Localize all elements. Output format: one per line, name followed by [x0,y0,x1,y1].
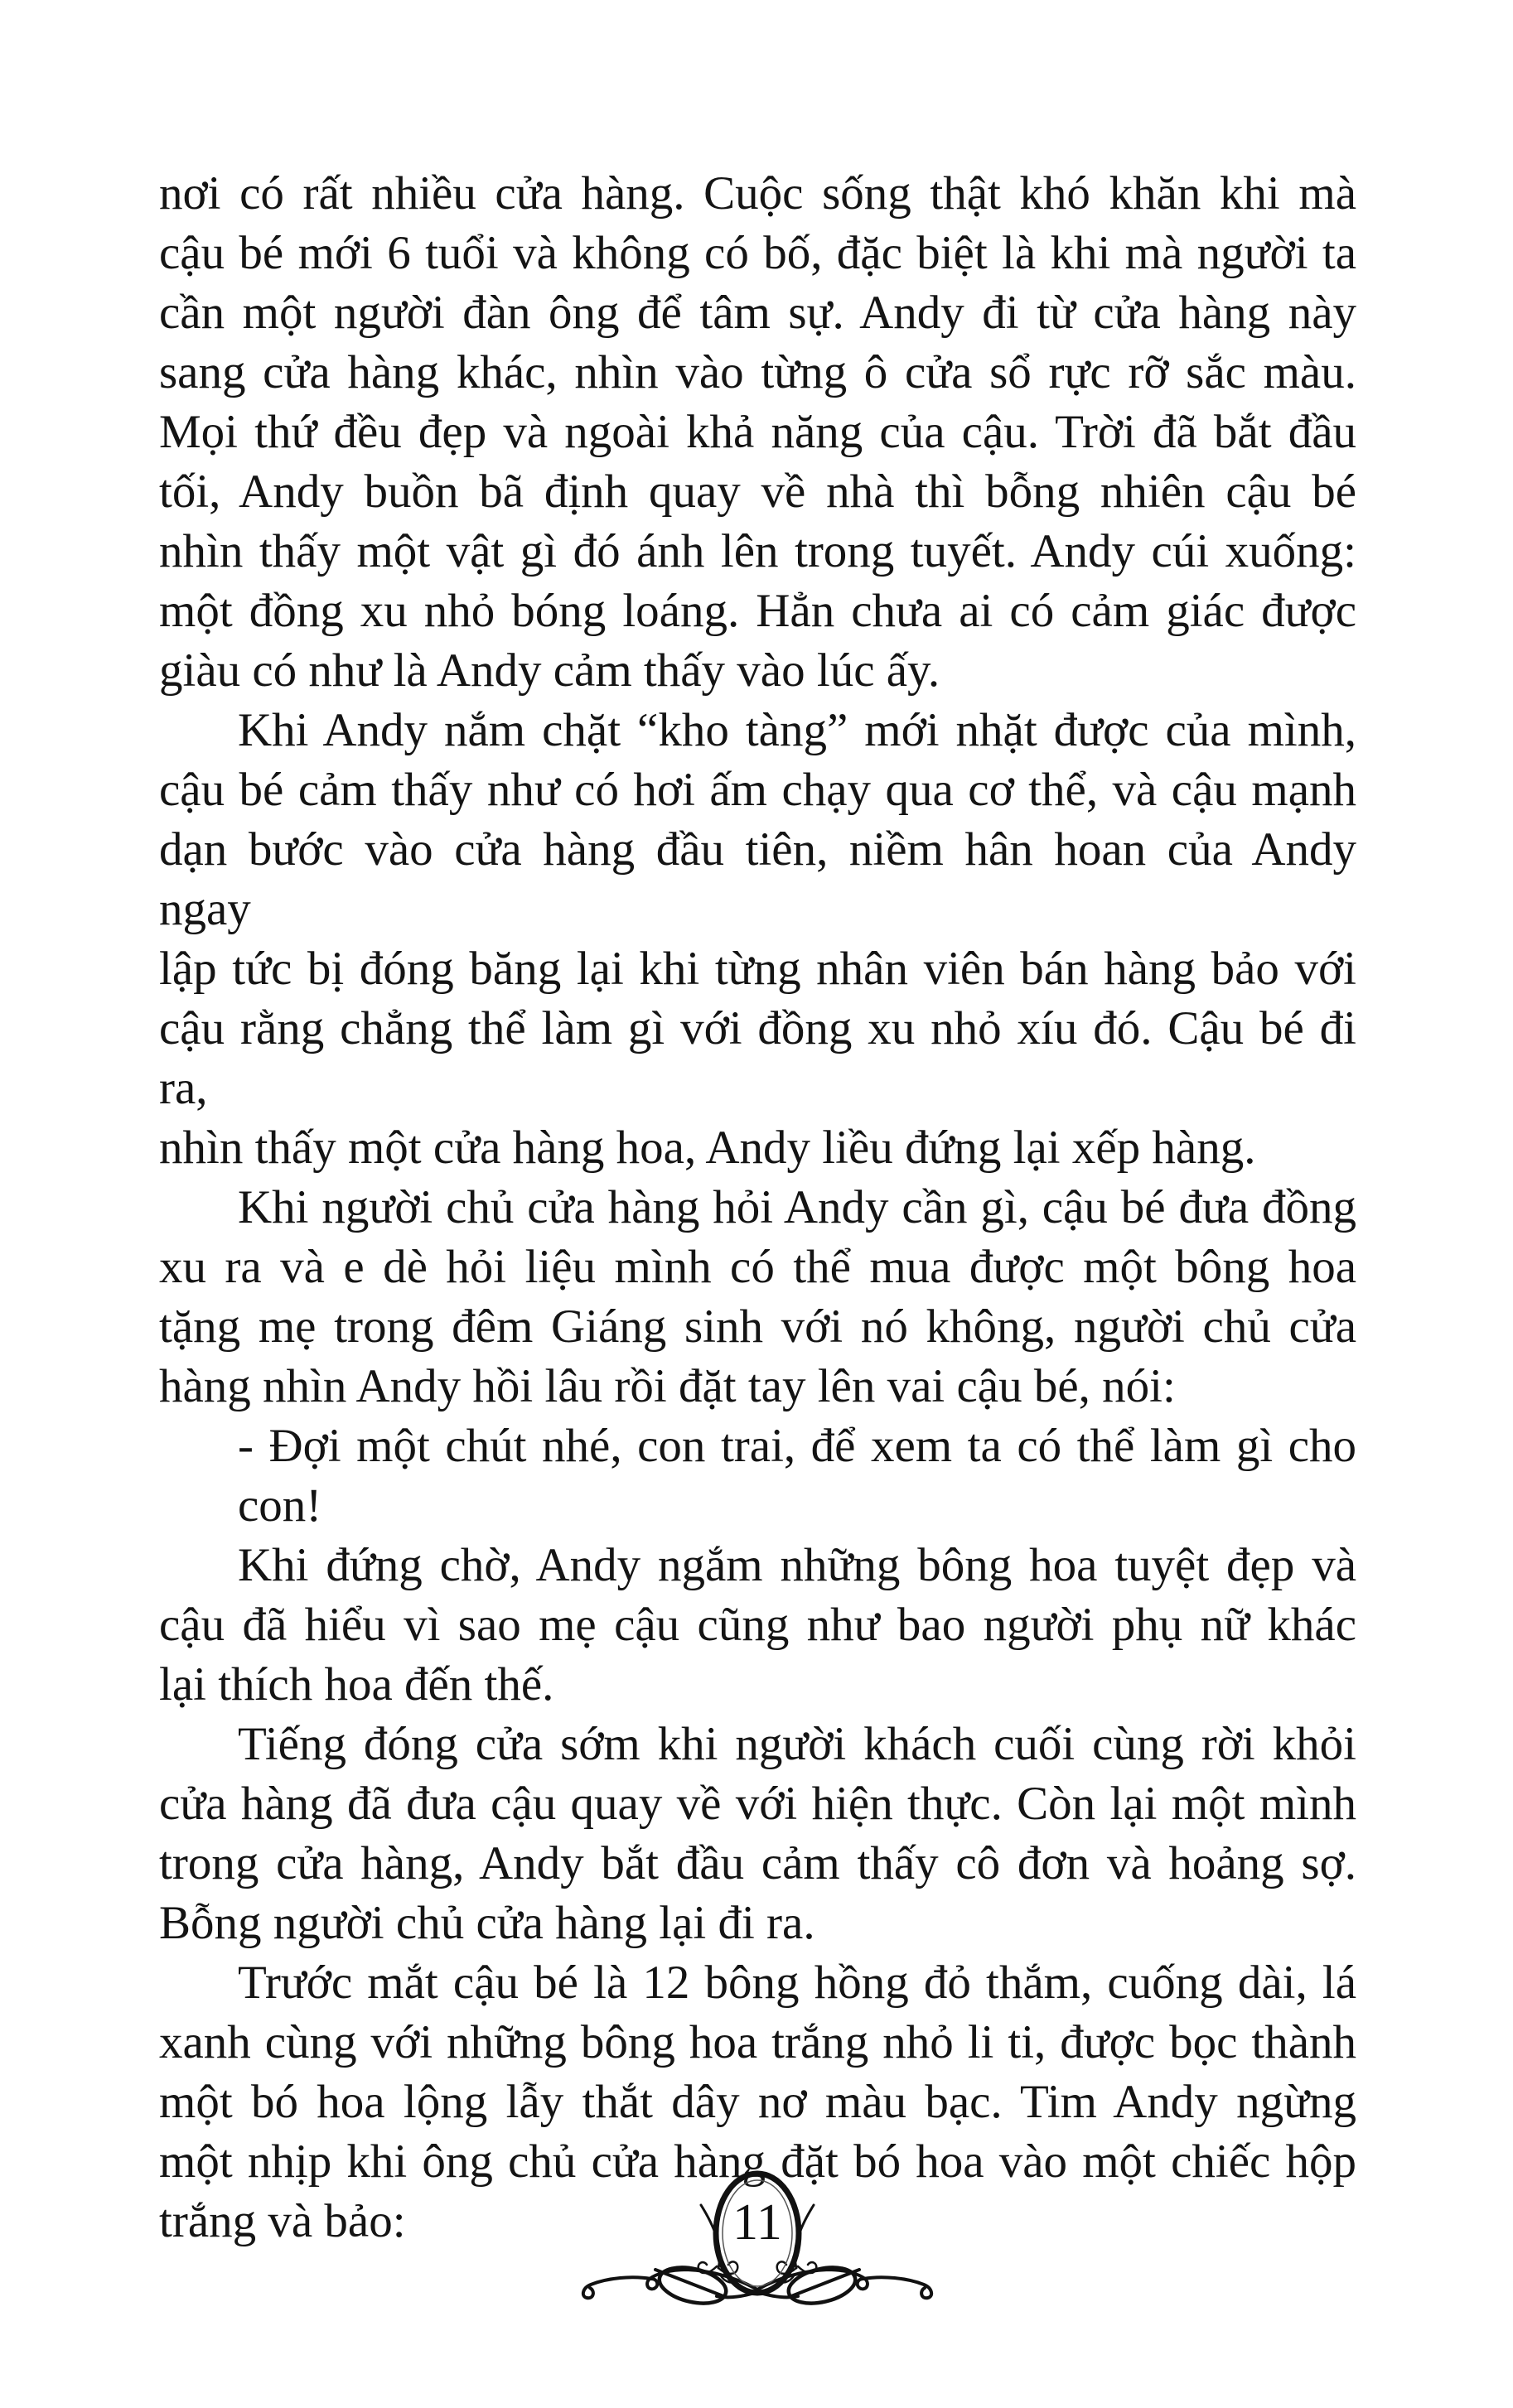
text-line: trong cửa hàng, Andy bắt đầu cảm thấy cô đơn và hoảng sợ. [159,1837,1356,1889]
text-line: hàng nhìn Andy hồi lâu rồi đặt tay lên vai cậu bé, nói: [159,1360,1176,1412]
text-line: xanh cùng với những bông hoa trắng nhỏ li ti, được bọc thành [159,2016,1356,2068]
text-line: một bó hoa lộng lẫy thắt dây nơ màu bạc. Tim Andy ngừng [159,2076,1356,2128]
text-line: cậu bé cảm thấy như có hơi ấm chạy qua cơ thể, và cậu mạnh [159,764,1356,816]
text-line: sang cửa hàng khác, nhìn vào từng ô cửa sổ rực rỡ sắc màu. [159,346,1356,398]
text-line: Khi Andy nắm chặt “kho tàng” mới nhặt được của mình, [238,704,1356,756]
text-line: lại thích hoa đến thế. [159,1658,554,1711]
text-line: nhìn thấy một cửa hàng hoa, Andy liều đứng lại xếp hàng. [159,1122,1256,1174]
text-line: một nhịp khi ông chủ cửa hàng đặt bó hoa vào một chiếc hộp [159,2135,1356,2188]
text-line: Trước mắt cậu bé là 12 bông hồng đỏ thắm, cuống dài, lá [238,1957,1356,2009]
text-line: lập tức bị đóng băng lại khi từng nhân viên bán hàng bảo với [159,943,1356,995]
text-line: xu ra và e dè hỏi liệu mình có thể mua được một bông hoa [159,1241,1356,1293]
text-line: tặng mẹ trong đêm Giáng sinh với nó không, người chủ cửa [159,1301,1356,1353]
text-line: cậu bé mới 6 tuổi và không có bố, đặc biệt là khi mà người ta [159,227,1356,279]
text-line: một đồng xu nhỏ bóng loáng. Hẳn chưa ai có cảm giác được [159,585,1356,637]
body-text [159,164,1356,2251]
text-line: nhìn thấy một vật gì đó ánh lên trong tuyết. Andy cúi xuống: [159,525,1356,577]
text-line: cửa hàng đã đưa cậu quay về với hiện thực. Còn lại một mình [159,1778,1356,1830]
text-line: cần một người đàn ông để tâm sự. Andy đi từ cửa hàng này [159,287,1356,339]
text-line: cậu rằng chẳng thể làm gì với đồng xu nhỏ xíu đó. Cậu bé đi ra, [159,1002,1356,1114]
text-line: giàu có như là Andy cảm thấy vào lúc ấy. [159,644,940,697]
text-line: cậu đã hiểu vì sao mẹ cậu cũng như bao người phụ nữ khác [159,1599,1356,1651]
text-line: nơi có rất nhiều cửa hàng. Cuộc sống thật khó khăn khi mà [159,167,1356,220]
text-line: tối, Andy buồn bã định quay về nhà thì bỗng nhiên cậu bé [159,466,1356,518]
text-line: Mọi thứ đều đẹp và ngoài khả năng của cậu. Trời đã bắt đầu [159,406,1356,458]
text-line: Bỗng người chủ cửa hàng lại đi ra. [159,1897,815,1949]
page-footer-ornament [574,2154,940,2328]
text-line: dạn bước vào cửa hàng đầu tiên, niềm hân hoan của Andy ngay [159,823,1356,935]
text-line: trắng và bảo: [159,2195,406,2247]
page-number: 11 [732,2194,782,2251]
text-line: Khi đứng chờ, Andy ngắm những bông hoa tuyệt đẹp và [238,1539,1356,1591]
text-line: Khi người chủ cửa hàng hỏi Andy cần gì, cậu bé đưa đồng [238,1181,1356,1233]
text-line: - Đợi một chút nhé, con trai, để xem ta có thể làm gì cho con! [238,1420,1356,1532]
text-line: Tiếng đóng cửa sớm khi người khách cuối cùng rời khỏi [238,1718,1356,1770]
